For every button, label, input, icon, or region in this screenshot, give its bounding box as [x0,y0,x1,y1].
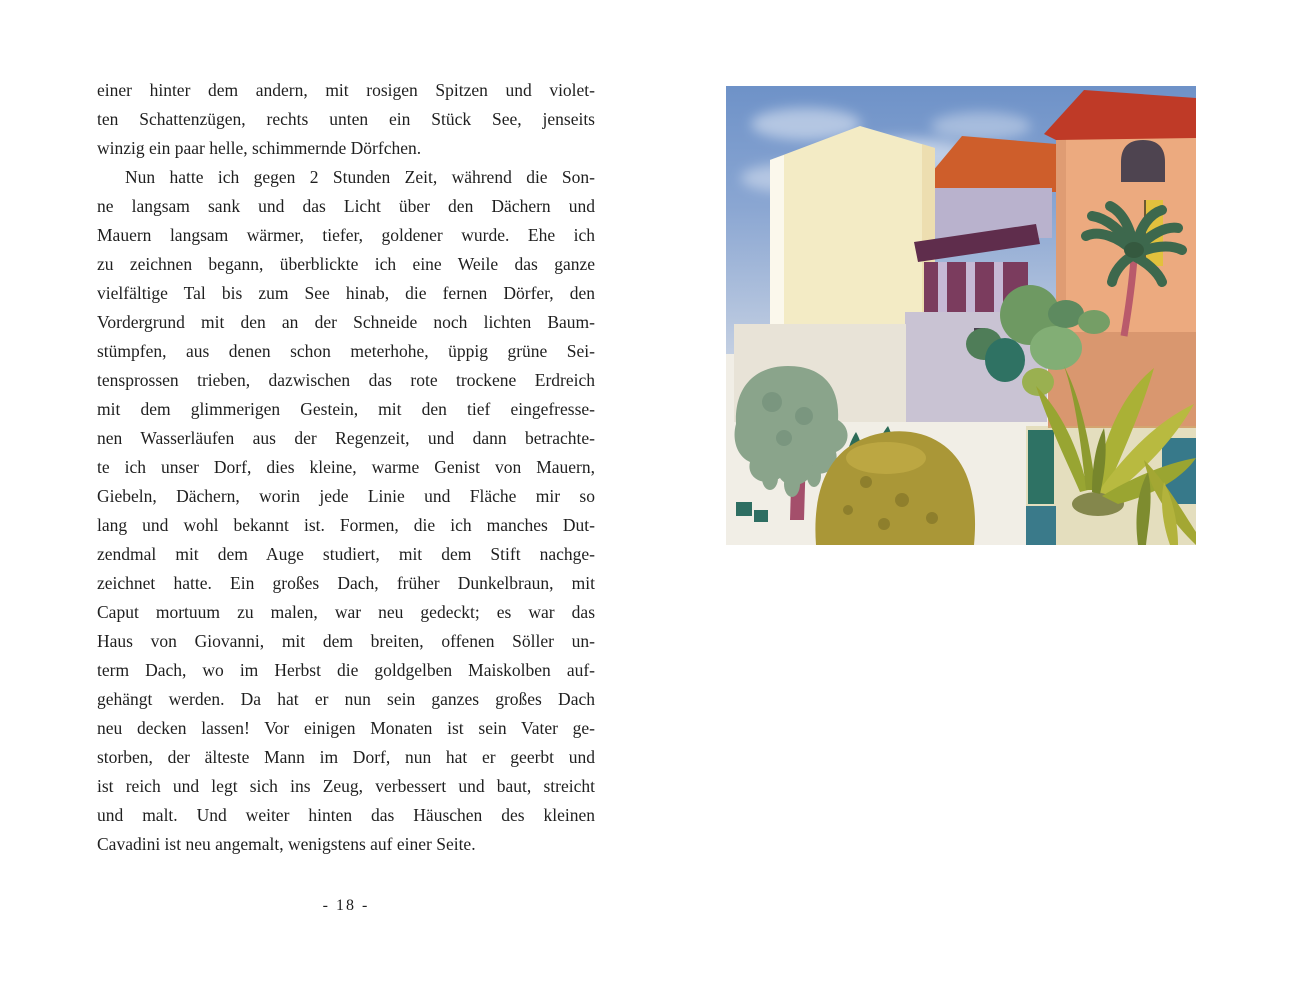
arch-window [1121,140,1165,182]
right-page [652,0,1304,1000]
text-line: zeichnet hatte. Ein großes Dach, früher Dunkelbraun, mit [97,573,595,593]
text-line: term Dach, wo im Herbst die goldgelben Maiskolben auf- [97,660,595,680]
text-line: Vordergrund mit den an der Schneide noch lichten Baum- [97,312,595,332]
text-line: zendmal mit dem Auge studiert, mit dem Stift nachge- [97,544,595,564]
text-line: einer hinter dem andern, mit rosigen Spitzen und violet- [97,80,595,100]
left-page-text [97,76,595,859]
watercolor-painting-svg [726,86,1196,545]
text-line: winzig ein paar helle, schimmernde Dörfchen. [97,138,422,158]
text-line: Haus von Giovanni, mit dem breiten, offenen Söller un- [97,631,595,651]
text-line: zu zeichnen begann, überblickte ich eine Weile das ganze [97,254,595,274]
text-line: neu decken lassen! Vor einigen Monaten ist sein Vater ge- [97,718,595,738]
text-line: gehängt werden. Da hat er nun sein ganzes großes Dach [97,689,595,709]
text-line: te ich unser Dorf, dies kleine, warme Genist von Mauern, [97,457,595,477]
text-line: Caput mortuum zu malen, war neu gedeckt; es war das [97,602,595,622]
text-line: ist reich und legt sich ins Zeug, verbessert und baut, streicht [97,776,595,796]
text-line: vielfältige Tal bis zum See hinab, die fernen Dörfer, den [97,283,595,303]
text-line: und malt. Und weiter hinten das Häuschen des kleinen [97,805,595,825]
watercolor-painting [726,86,1196,545]
text-line: nen Wasserläufen aus der Regenzeit, und dann betrachte- [97,428,595,448]
text-line: Nun hatte ich gegen 2 Stunden Zeit, während die Son- [125,167,595,187]
text-line: ne langsam sank und das Licht über den Dächern und [97,196,595,216]
text-line: mit dem glimmerigen Gestein, mit den tief eingefresse- [97,399,595,419]
text-line: tensprossen trieben, dazwischen das rote trockene Erdreich [97,370,595,390]
text-line: storben, der älteste Mann im Dorf, nun hat er geerbt und [97,747,595,767]
page-number: - 18 - [322,897,370,914]
text-line: lang und wohl bekannt ist. Formen, die ich manches Dut- [97,515,595,535]
text-line: Mauern langsam wärmer, tiefer, goldener wurde. Ehe ich [97,225,595,245]
text-line: stümpfen, aus denen schon meterhohe, üppig grüne Sei- [97,341,595,361]
text-line: Giebeln, Dächern, worin jede Linie und Fläche mir so [97,486,595,506]
text-line: ten Schattenzügen, rechts unten ein Stück See, jenseits [97,109,595,129]
text-line: Cavadini ist neu angemalt, wenigstens auf einer Seite. [97,834,476,854]
